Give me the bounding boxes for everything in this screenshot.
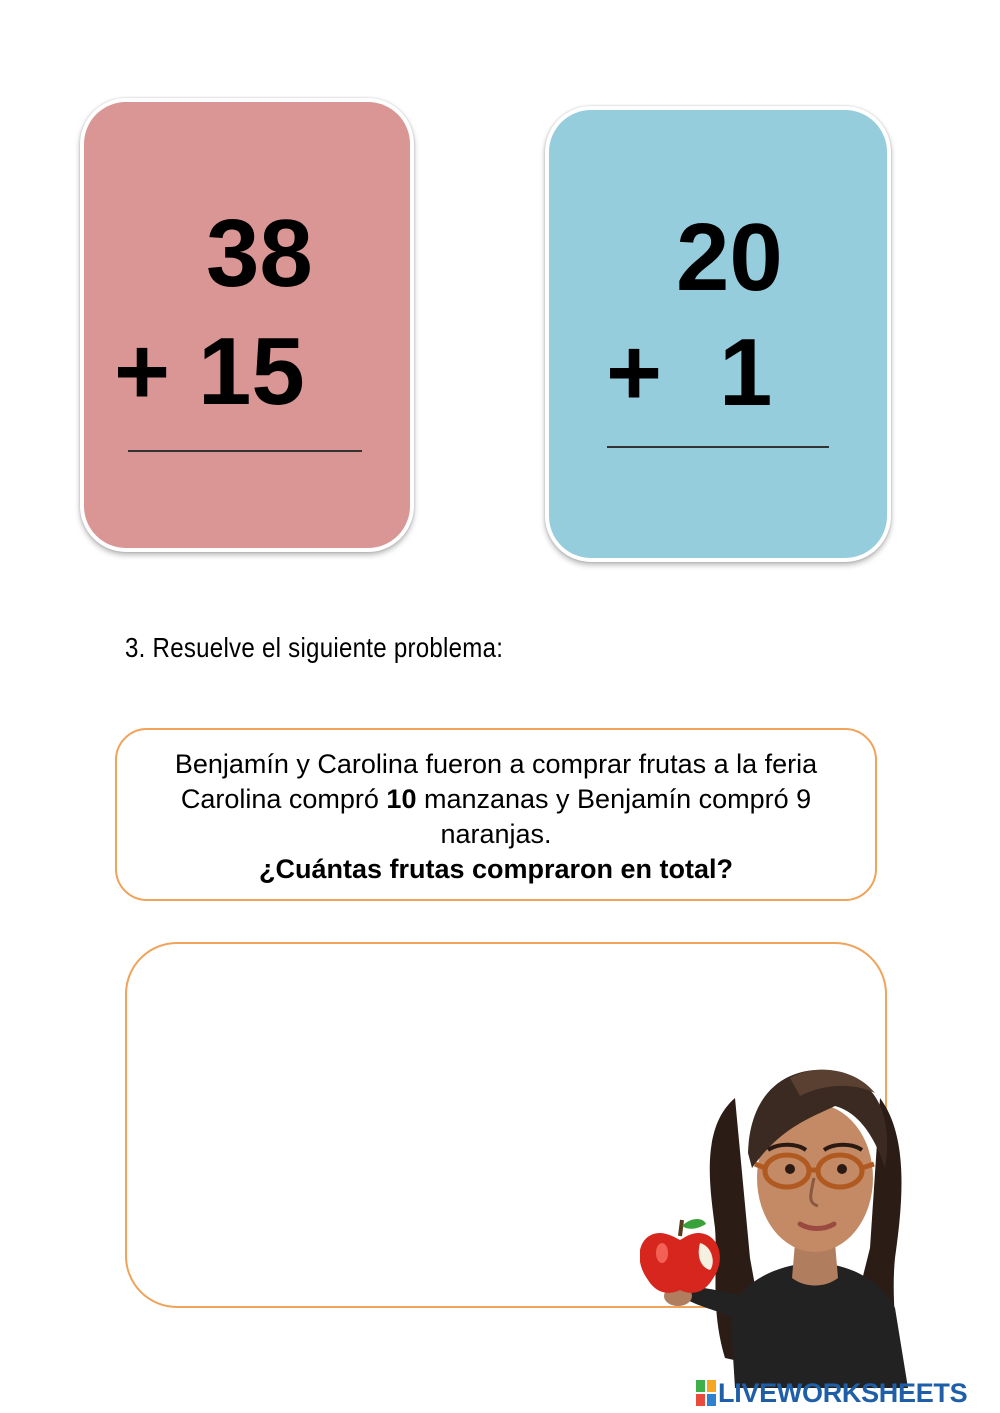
card-1-operator: + (114, 318, 171, 425)
liveworksheets-watermark (696, 1377, 996, 1409)
addition-card-1 (80, 98, 414, 552)
card-2-bottom-number: 1 (719, 319, 773, 426)
problem-question: ¿Cuántas frutas compraron en total? (258, 854, 734, 884)
problem-apples-count: 10 (386, 784, 417, 814)
card-1-bottom-number: 15 (198, 318, 305, 425)
problem-line-2 (117, 782, 875, 817)
problem-line-2-end: manzanas y Benjamín compró 9 (416, 784, 812, 814)
problem-line-3: naranjas. (440, 819, 552, 849)
card-2-top-number: 20 (676, 204, 783, 311)
problem-box (115, 728, 877, 901)
problem-line-1: Benjamín y Carolina fueron a comprar frutas a la feria (174, 749, 818, 779)
teacher-avatar-icon (640, 1058, 920, 1388)
instruction-text: 3. Resuelve el siguiente problema: (125, 632, 504, 663)
card-1-answer-line (128, 450, 362, 452)
watermark-text: LIVEWORKSHEETS (718, 1378, 968, 1408)
problem-line-2-start: Carolina compró (180, 784, 387, 814)
addition-card-2 (545, 106, 891, 562)
liveworksheets-logo-icon (696, 1380, 716, 1406)
card-2-answer-line (607, 446, 829, 448)
card-1-top-number: 38 (206, 200, 313, 307)
card-2-operator: + (606, 319, 663, 426)
